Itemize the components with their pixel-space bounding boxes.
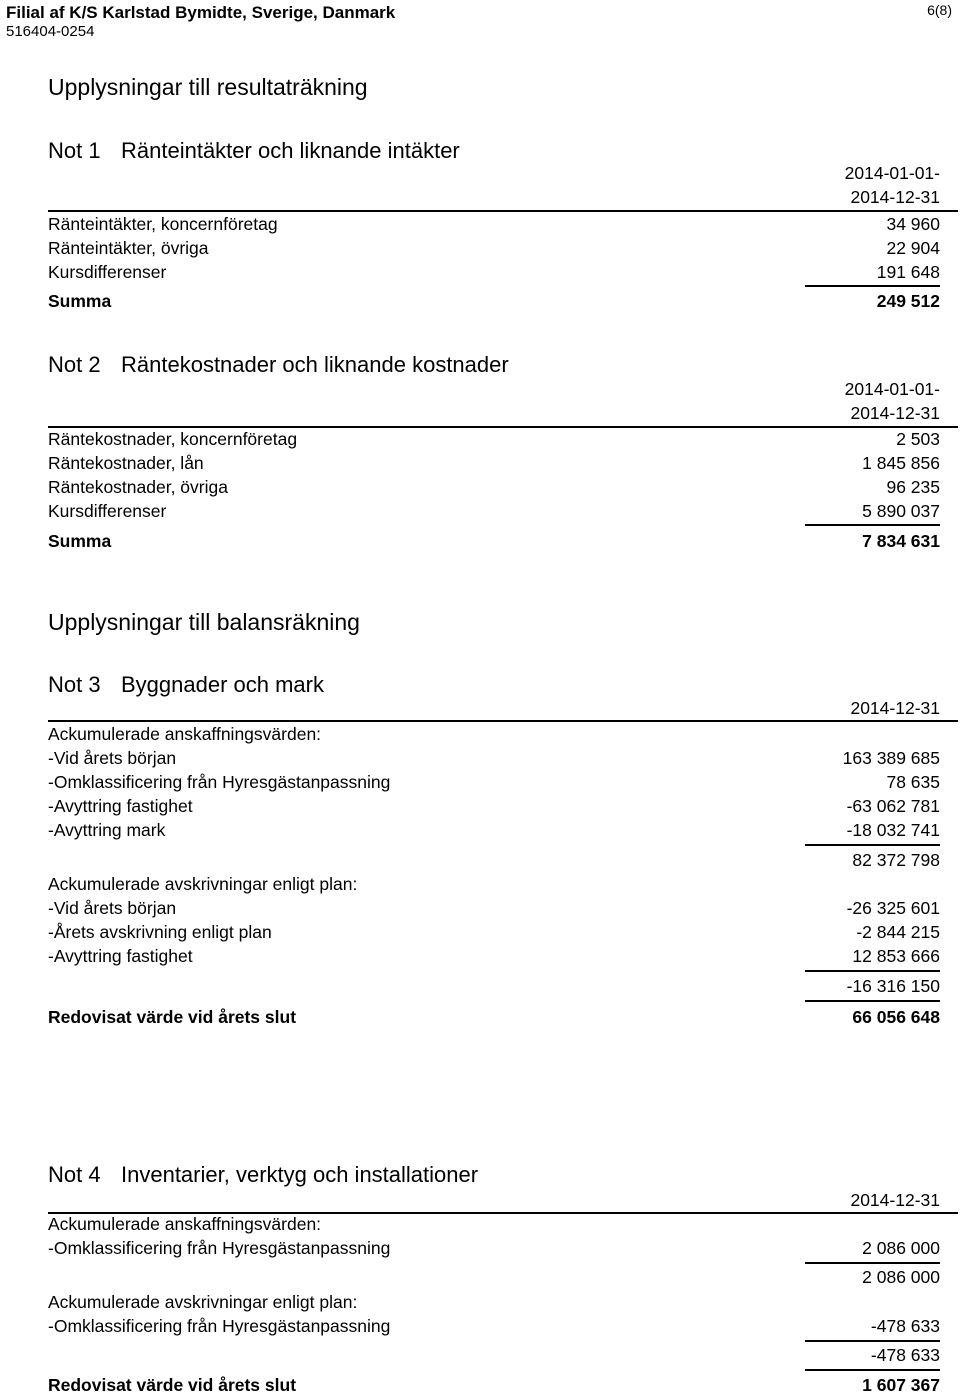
note3-dep-sum-rule xyxy=(805,970,940,972)
balance-section-title: Upplysningar till balansräkning xyxy=(48,609,360,635)
note2-row-value: 5 890 037 xyxy=(862,501,940,521)
note4-dep-sum-rule xyxy=(805,1340,940,1342)
note2-row-value: 1 845 856 xyxy=(862,453,940,473)
note1-row-label: Kursdifferenser xyxy=(48,262,167,282)
note3-heading xyxy=(48,674,324,696)
note2-row-label: Räntekostnader, lån xyxy=(48,453,204,473)
note3-dep-row-label: -Avyttring fastighet xyxy=(48,946,193,966)
note1-total-value: 249 512 xyxy=(876,291,940,311)
note2-row-label: Kursdifferenser xyxy=(48,501,167,521)
note1-heading xyxy=(48,140,460,162)
note3-dep-row-value: -26 325 601 xyxy=(846,898,940,918)
note3-acq-row-label: -Avyttring fastighet xyxy=(48,796,193,816)
note3-dep-subtotal: -16 316 150 xyxy=(846,976,940,996)
note3-acq-row-value: -63 062 781 xyxy=(846,796,940,816)
note3-total-label: Redovisat värde vid årets slut xyxy=(48,1007,297,1027)
note3-date: 2014-12-31 xyxy=(850,698,940,718)
note3-number: Not 3 xyxy=(48,672,101,697)
note4-dep-subtotal: -478 633 xyxy=(870,1345,940,1365)
note1-period-end: 2014-12-31 xyxy=(850,187,940,207)
note2-header-rule xyxy=(48,426,958,428)
note3-dep-heading: Ackumulerade avskrivningar enligt plan: xyxy=(48,874,358,894)
note3-dep-row-value: 12 853 666 xyxy=(852,946,940,966)
note3-acq-row-value: 163 389 685 xyxy=(842,748,940,768)
note4-acq-row-value: 2 086 000 xyxy=(862,1238,940,1258)
note4-heading xyxy=(48,1164,478,1186)
note1-total-label: Summa xyxy=(48,291,112,311)
note3-acq-row-value: 78 635 xyxy=(886,772,940,792)
note2-period-end: 2014-12-31 xyxy=(850,403,940,423)
note2-row-value: 96 235 xyxy=(886,477,940,497)
note3-header-rule xyxy=(48,720,958,722)
note1-sum-rule xyxy=(805,285,940,287)
note3-title: Byggnader och mark xyxy=(121,672,324,697)
note2-title: Räntekostnader och liknande kostnader xyxy=(121,352,509,377)
note4-acq-heading: Ackumulerade anskaffningsvärden: xyxy=(48,1214,322,1234)
note3-acq-row-label: -Vid årets början xyxy=(48,748,177,768)
note3-acq-subtotal: 82 372 798 xyxy=(852,850,940,870)
note2-row-value: 2 503 xyxy=(896,429,940,449)
note4-dep-heading: Ackumulerade avskrivningar enligt plan: xyxy=(48,1292,358,1312)
note3-total-rule xyxy=(805,1000,940,1002)
note1-header-rule xyxy=(48,210,958,212)
note4-dep-row-label: -Omklassificering från Hyresgästanpassning xyxy=(48,1316,391,1336)
note1-title: Ränteintäkter och liknande intäkter xyxy=(121,138,460,163)
note3-acq-sum-rule xyxy=(805,844,940,846)
note4-acq-row-label: -Omklassificering från Hyresgästanpassning xyxy=(48,1238,391,1258)
note2-heading xyxy=(48,354,509,376)
note2-period-start: 2014-01-01- xyxy=(844,379,940,399)
company-name: Filial af K/S Karlstad Bymidte, Sverige, Danmark xyxy=(6,3,396,22)
note2-row-label: Räntekostnader, övriga xyxy=(48,477,228,497)
note4-total-rule xyxy=(805,1369,940,1371)
note1-number: Not 1 xyxy=(48,138,101,163)
page-number: 6(8) xyxy=(927,2,952,18)
note2-row-label: Räntekostnader, koncernföretag xyxy=(48,429,298,449)
note3-acq-row-label: -Avyttring mark xyxy=(48,820,166,840)
note4-date: 2014-12-31 xyxy=(850,1190,940,1210)
note3-acq-row-label: -Omklassificering från Hyresgästanpassning xyxy=(48,772,391,792)
note1-period-start: 2014-01-01- xyxy=(844,163,940,183)
note4-acq-subtotal: 2 086 000 xyxy=(862,1267,940,1287)
note4-dep-row-value: -478 633 xyxy=(870,1316,940,1336)
note1-row-value: 34 960 xyxy=(886,214,940,234)
note3-dep-row-label: -Vid årets början xyxy=(48,898,177,918)
note1-row-value: 22 904 xyxy=(886,238,940,258)
org-number: 516404-0254 xyxy=(6,23,95,40)
note1-row-label: Ränteintäkter, övriga xyxy=(48,238,209,258)
note2-sum-rule xyxy=(805,524,940,526)
note2-total-label: Summa xyxy=(48,531,112,551)
note4-total-value: 1 607 367 xyxy=(862,1375,940,1395)
note3-dep-row-label: -Årets avskrivning enligt plan xyxy=(48,922,272,942)
note4-acq-sum-rule xyxy=(805,1262,940,1264)
note3-acq-row-value: -18 032 741 xyxy=(846,820,940,840)
income-section-title: Upplysningar till resultaträkning xyxy=(48,74,368,100)
note1-row-value: 191 648 xyxy=(876,262,940,282)
note3-total-value: 66 056 648 xyxy=(852,1007,940,1027)
note3-acq-heading: Ackumulerade anskaffningsvärden: xyxy=(48,724,322,744)
note4-number: Not 4 xyxy=(48,1162,101,1187)
note4-total-label: Redovisat värde vid årets slut xyxy=(48,1375,297,1395)
note2-total-value: 7 834 631 xyxy=(862,531,940,551)
note4-title: Inventarier, verktyg och installationer xyxy=(121,1162,479,1187)
note1-row-label: Ränteintäkter, koncernföretag xyxy=(48,214,278,234)
note2-number: Not 2 xyxy=(48,352,101,377)
note3-dep-row-value: -2 844 215 xyxy=(856,922,940,942)
